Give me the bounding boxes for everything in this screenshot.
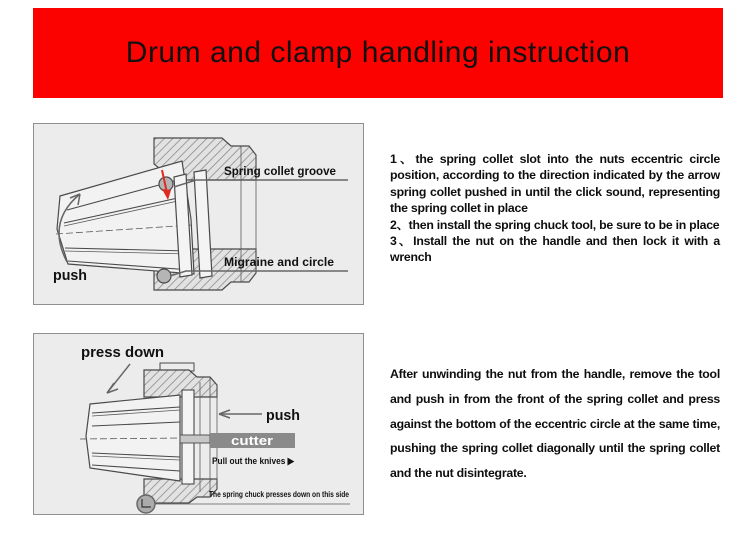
install-step-2: 2、then install the spring chuck tool, be sure to be in place bbox=[390, 217, 720, 232]
install-step-1: 1、the spring collet slot into the nuts eccentric circle position, according to the direction indicated by the arrow spring collet pushed in until the click sound, representing the spring collet in place bbox=[390, 152, 720, 216]
cutter-tool bbox=[180, 433, 295, 448]
push-label: push bbox=[266, 407, 300, 424]
spring-collet-groove-label: Spring collet groove bbox=[224, 164, 337, 178]
migraine-and-circle-label: Migraine and circle bbox=[224, 255, 335, 269]
remove-collet-drawing bbox=[34, 334, 363, 514]
page-title: Drum and clamp handling instruction bbox=[125, 36, 631, 69]
bottom-groove-ball bbox=[157, 269, 171, 283]
remove-instructions bbox=[390, 362, 720, 486]
press-down-label: press down bbox=[81, 344, 164, 361]
spring-collet bbox=[80, 395, 184, 481]
install-instructions bbox=[390, 151, 720, 266]
install-step-3: 3、Install the nut on the handle and then lock it with a wrench bbox=[390, 234, 720, 265]
bottom-note-label: The spring chuck presses down on this side bbox=[209, 490, 350, 499]
push-callout bbox=[219, 407, 300, 424]
cutter-label: cutter bbox=[231, 434, 274, 448]
diagram-remove-collet-panel bbox=[33, 333, 364, 515]
insert-collet-drawing bbox=[34, 124, 363, 304]
title-banner bbox=[33, 8, 723, 98]
remove-paragraph: After unwinding the nut from the handle, remove the tool and push in from the front of the spring collet and press against the bottom of the eccentric circle at the same time, pushing the spring collet diagonally until the spring collet and the nut disintegrate. bbox=[390, 367, 720, 481]
pull-out-knives-label: Pull out the knives ▶ bbox=[212, 456, 296, 467]
diagram-insert-collet-panel bbox=[33, 123, 364, 305]
push-label: push bbox=[53, 267, 87, 284]
